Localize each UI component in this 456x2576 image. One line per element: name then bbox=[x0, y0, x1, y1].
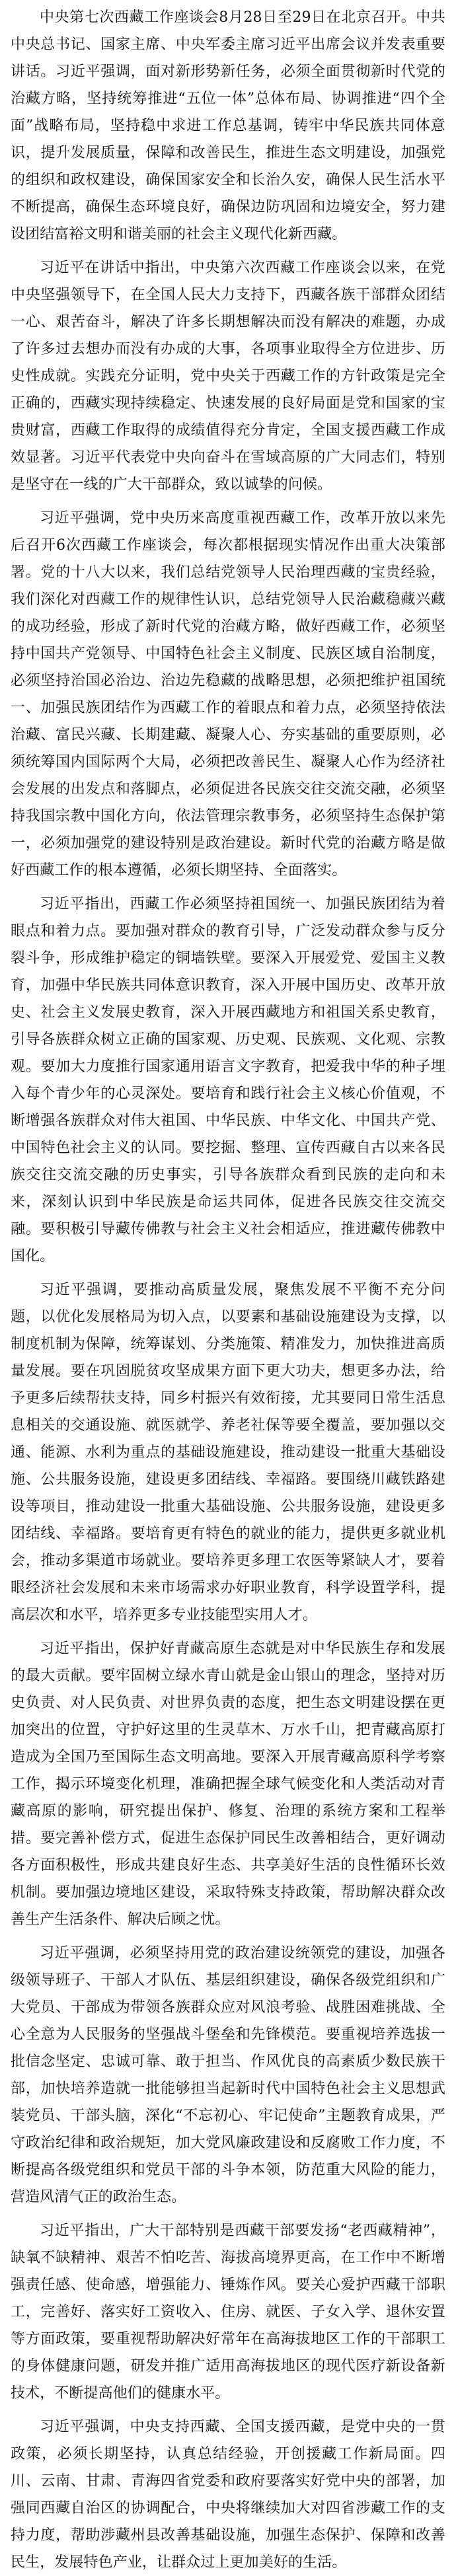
paragraph-7: 习近平强调，必须坚持用党的政治建设统领党的建设，加强各级领导班子、干部人才队伍、基层组织建设，确保各级党组织和广大党员、干部成为带领各族群众应对风浪考验、战胜困难挑战、全心全意为人民服务的坚强战斗堡垒和先锋模范。要重视培养选拔一批信念坚定、忠诚可靠、敢于担当、作风优良的高素质少数民族干部，加快培养造就一批能够担当起新时代中国特色社会主义思想武装党员、干部头脑，深化“不忘初心、牢记使命”主题教育成果，严守政治纪律和政治规矩，加大党风廉政建设和反腐败工作力度，不断提高各级党组织和党员干部的斗争本领，防范重大风险的能力，营造风清气正的政治生态。 bbox=[11, 1945, 445, 2205]
paragraph-6: 习近平指出，保护好青藏高原生态就是对中华民族生存和发展的最大贡献。要牢固树立绿水青山就是金山银山的理念，坚持对历史负责、对人民负责、对世界负责的态度，把生态文明建设摆在更加突出的位置，守护好这里的生灵草木、万水千山，把青藏高原打造成为全国乃至国际生态文明高地。要深入开展青藏高原科学考察工作，揭示环境变化机理，准确把握全球气候变化和人类活动对青藏高原的影响，研究提出保护、修复、治理的系统方案和工程举措。要完善补偿方式，促进生态保护同民生改善相结合，更好调动各方面积极性，形成共建良好生态、共享美好生活的良性循环长效机制。要加强边境地区建设，采取特殊支持政策，帮助解决群众改善生产生活条件、解决后顾之忧。 bbox=[11, 1640, 445, 1928]
paragraph-5: 习近平强调，要推动高质量发展，聚焦发展不平衡不充分问题，以优化发展格局为切入点，以要素和基础设施建设为支撑，以制度机制为保障，统筹谋划、分类施策、精准发力，加快推进高质量发展。要在巩固脱贫攻坚成果方面下更大功夫，想更多办法，给予更多后续帮扶支持，同乡村振兴有效衔接，尤其要同日常生活息息相关的交通设施、就医就学、养老社保等要全覆盖，要加强以交通、能源、水利为重点的基础设施建设，推动建设一批重大基础设施、公共服务设施，建设更多团结线、幸福路。要围绕川藏铁路建设等项目，推动建设一批重大基础设施、公共服务设施，建设更多团结线、幸福路。要培育更有特色的就业的能力，提供更多就业机会，推动多渠道市场就业。要培养更多理工农医等紧缺人才，要着眼经济社会发展和未来市场需求办好职业教育，科学设置学科，提高层次和水平，培养更多专业技能型实用人才。 bbox=[11, 1282, 445, 1623]
paragraph-1: 中央第七次西藏工作座谈会8月28日至29日在北京召开。中共中央总书记、国家主席、中央军委主席习近平出席会议并发表重要讲话。习近平强调，面对新形势新任务，必须全面贯彻新时代党的治藏方略，坚持统筹推进“五位一体”总体布局、协调推进“四个全面”战略布局，坚持稳中求进工作总基调，铸牢中华民族共同体意识，提升发展质量，保障和改善民生，推进生态文明建设，加强党的组织和政权建设，确保国家安全和长治久安，确保人民生活水平不断提高，确保生态环境良好，确保边防巩固和边境安全，努力建设团结富裕文明和谐美丽的社会主义现代化新西藏。 bbox=[11, 9, 445, 242]
paragraph-8: 习近平指出，广大干部特别是西藏干部要发扬“老西藏精神”，缺氧不缺精神、艰苦不怕吃苦、海拔高境界更高，在工作中不断增强责任感、使命感，增强能力、锤炼作风。要关心爱护西藏干部职工，完善好、落实好工资收入、住房、就医、子女入学、退休安置等方面政策，要重视帮助解决好常年在高海拔地区工作的干部职工的身体健康问题，研发并推广适用高海拔地区的现代医疗新设备新技术，不断提高他们的健康水平。 bbox=[11, 2223, 445, 2402]
paragraph-4: 习近平指出，西藏工作必须坚持祖国统一、加强民族团结为着眼点和着力点。要加强对群众的教育引导，广泛发动群众参与反分裂斗争，形成维护稳定的铜墙铁壁。要深入开展爱党、爱国主义教育，加强中华民族共同体意识教育，深入开展中国历史、改革开放史、社会主义发展史教育，深入开展西藏地方和祖国关系史教育，引导各族群众树立正确的国家观、历史观、民族观、文化观、宗教观。要加大力度推行国家通用语言文字教育，把爱我中华的种子埋入每个青少年的心灵深处。要培育和践行社会主义核心价值观，不断增强各族群众对伟大祖国、中华民族、中华文化、中国共产党、中国特色社会主义的认同。要挖掘、整理、宣传西藏自古以来各民族交往交流交融的历史事实，引导各族群众看到民族的走向和未来，深刻认识到中华民族是命运共同体，促进各民族交往交流交融。要积极引导藏传佛教与社会主义社会相适应，推进藏传佛教中国化。 bbox=[11, 896, 445, 1265]
paragraph-3: 习近平强调，党中央历来高度重视西藏工作，改革开放以来先后召开6次西藏工作座谈会，每次都根据现实情况作出重大决策部署。党的十八大以来，我们总结党领导人民治理西藏的宝贵经验，我们深化对西藏工作的规律性认识，总结党领导人民治藏稳藏兴藏的成功经验，形成了新时代党的治藏方略，做好西藏工作，必须坚持中国共产党领导、中国特色社会主义制度、民族区域自治制度，必须坚持治国必治边、治边先稳藏的战略思想，必须把维护祖国统一、加强民族团结作为西藏工作的着眼点和着力点，必须坚持依法治藏、富民兴藏、长期建藏、凝聚人心、夯实基础的重要原则，必须统筹国内国际两个大局，必须把改善民生、凝聚人心作为经济社会发展的出发点和落脚点，必须促进各民族交往交流交融，必须坚持我国宗教中国化方向，依法管理宗教事务，必须坚持生态保护第一，必须加强党的建设特别是政治建设。新时代党的治藏方略是做好西藏工作的根本遵循，必须长期坚持、全面落实。 bbox=[11, 510, 445, 879]
paragraph-9: 习近平强调，中央支持西藏、全国支援西藏，是党中央的一贯政策，必须长期坚持，认真总结经验，开创援藏工作新局面。四川、云南、甘肃、青海四省党委和政府要落实好党中央的部署，加强同西藏自治区的协调配合，中央将继续加大对四省涉藏工作的支持力度，帮助涉藏州县改善基础设施，加强生态保护、保障和改善民生，发展特色产业，让群众过上更加美好的生活。 bbox=[11, 2419, 445, 2571]
paragraph-2: 习近平在讲话中指出，中央第六次西藏工作座谈会以来，在党中央坚强领导下，在全国人民大力支持下，西藏各族干部群众团结一心、艰苦奋斗，解决了许多长期想解决而没有解决的难题，办成了许多过去想办而没有办成的大事，各项事业取得全方位进步、历史性成就。实践充分证明，党中央关于西藏工作的方针政策是完全正确的，西藏实现持续稳定、快速发展的良好局面是党和国家的宝贵财富，西藏工作取得的成绩值得充分肯定，全国支援西藏工作成效显著。习近平代表党中央向奋斗在雪域高原的广大同志们，特别是坚守在一线的广大干部群众，致以诚挚的问候。 bbox=[11, 260, 445, 493]
